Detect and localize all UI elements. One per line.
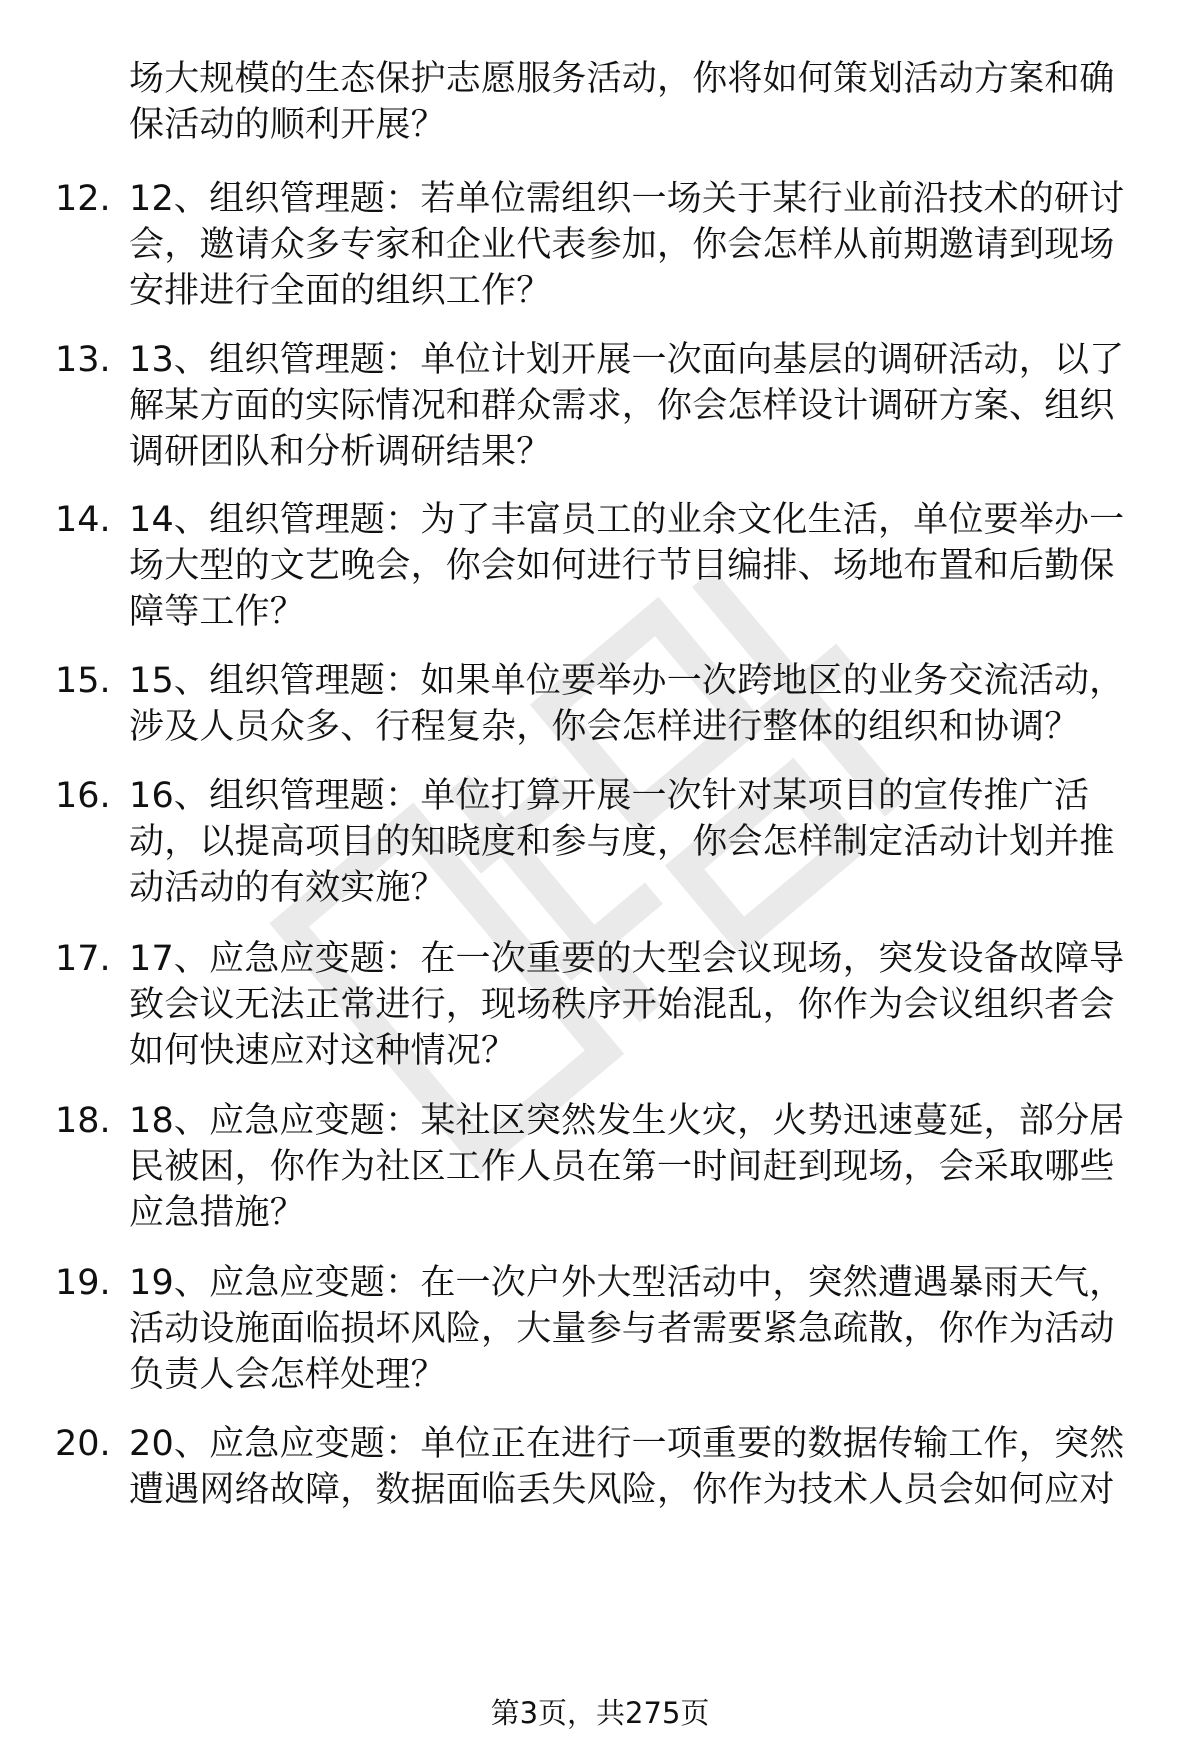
item-text-line: 解某方面的实际情况和群众需求，你会怎样设计调研方案、组织 — [129, 386, 1115, 426]
item-text-line: 16、组织管理题：单位打算开展一次针对某项目的宣传推广活 — [129, 776, 1090, 816]
item-text-line: 17、应急应变题：在一次重要的大型会议现场，突发设备故障导 — [129, 939, 1125, 979]
item-number: 19. — [55, 1263, 111, 1303]
item-text-line: 涉及人员众多、行程复杂，你会怎样进行整体的组织和协调？ — [129, 707, 1080, 747]
item-text-line: 19、应急应变题：在一次户外大型活动中，突然遭遇暴雨天气， — [129, 1263, 1125, 1303]
item-text-line: 20、应急应变题：单位正在进行一项重要的数据传输工作，突然 — [129, 1424, 1125, 1464]
item-number: 18. — [55, 1101, 111, 1141]
item-text-line: 13、组织管理题：单位计划开展一次面向基层的调研活动，以了 — [129, 340, 1125, 380]
item-text-line: 会，邀请众多专家和企业代表参加，你会怎样从前期邀请到现场 — [129, 225, 1115, 265]
item-text-line: 15、组织管理题：如果单位要举办一次跨地区的业务交流活动， — [129, 661, 1125, 701]
item-text-line: 遭遇网络故障，数据面临丢失风险，你作为技术人员会如何应对 — [129, 1470, 1115, 1510]
item-number: 15. — [55, 661, 111, 701]
item-text-line: 12、组织管理题：若单位需组织一场关于某行业前沿技术的研讨 — [129, 179, 1125, 219]
item-text-line: 调研团队和分析调研结果？ — [129, 432, 552, 472]
item-text-line: 18、应急应变题：某社区突然发生火灾，火势迅速蔓延，部分居 — [129, 1101, 1125, 1141]
intro-line-2: 保活动的顺利开展？ — [129, 105, 446, 145]
item-number: 13. — [55, 340, 111, 380]
item-text-line: 14、组织管理题：为了丰富员工的业余文化生活，单位要举办一 — [129, 500, 1125, 540]
item-number: 14. — [55, 500, 111, 540]
item-text-line: 致会议无法正常进行，现场秩序开始混乱，你作为会议组织者会 — [129, 985, 1115, 1025]
item-number: 17. — [55, 939, 111, 979]
intro-line-1: 场大规模的生态保护志愿服务活动，你将如何策划活动方案和确 — [129, 59, 1115, 99]
item-number: 20. — [55, 1424, 111, 1464]
item-text-line: 安排进行全面的组织工作？ — [129, 271, 552, 311]
item-text-line: 活动设施面临损坏风险，大量参与者需要紧急疏散，你作为活动 — [129, 1309, 1115, 1349]
item-number: 12. — [55, 179, 111, 219]
item-number: 16. — [55, 776, 111, 816]
page-footer: 第3页，共275页 — [490, 1696, 710, 1730]
item-text-line: 场大型的文艺晚会，你会如何进行节目编排、场地布置和后勤保 — [129, 546, 1115, 586]
item-text-line: 动，以提高项目的知晓度和参与度，你会怎样制定活动计划并推 — [129, 822, 1115, 862]
item-text-line: 障等工作？ — [129, 592, 306, 632]
item-text-line: 负责人会怎样处理？ — [129, 1355, 446, 1395]
item-text-line: 民被困，你作为社区工作人员在第一时间赶到现场，会采取哪些 — [129, 1147, 1115, 1187]
item-text-line: 如何快速应对这种情况？ — [129, 1031, 517, 1071]
item-text-line: 应急措施？ — [129, 1193, 306, 1233]
item-text-line: 动活动的有效实施？ — [129, 868, 446, 908]
